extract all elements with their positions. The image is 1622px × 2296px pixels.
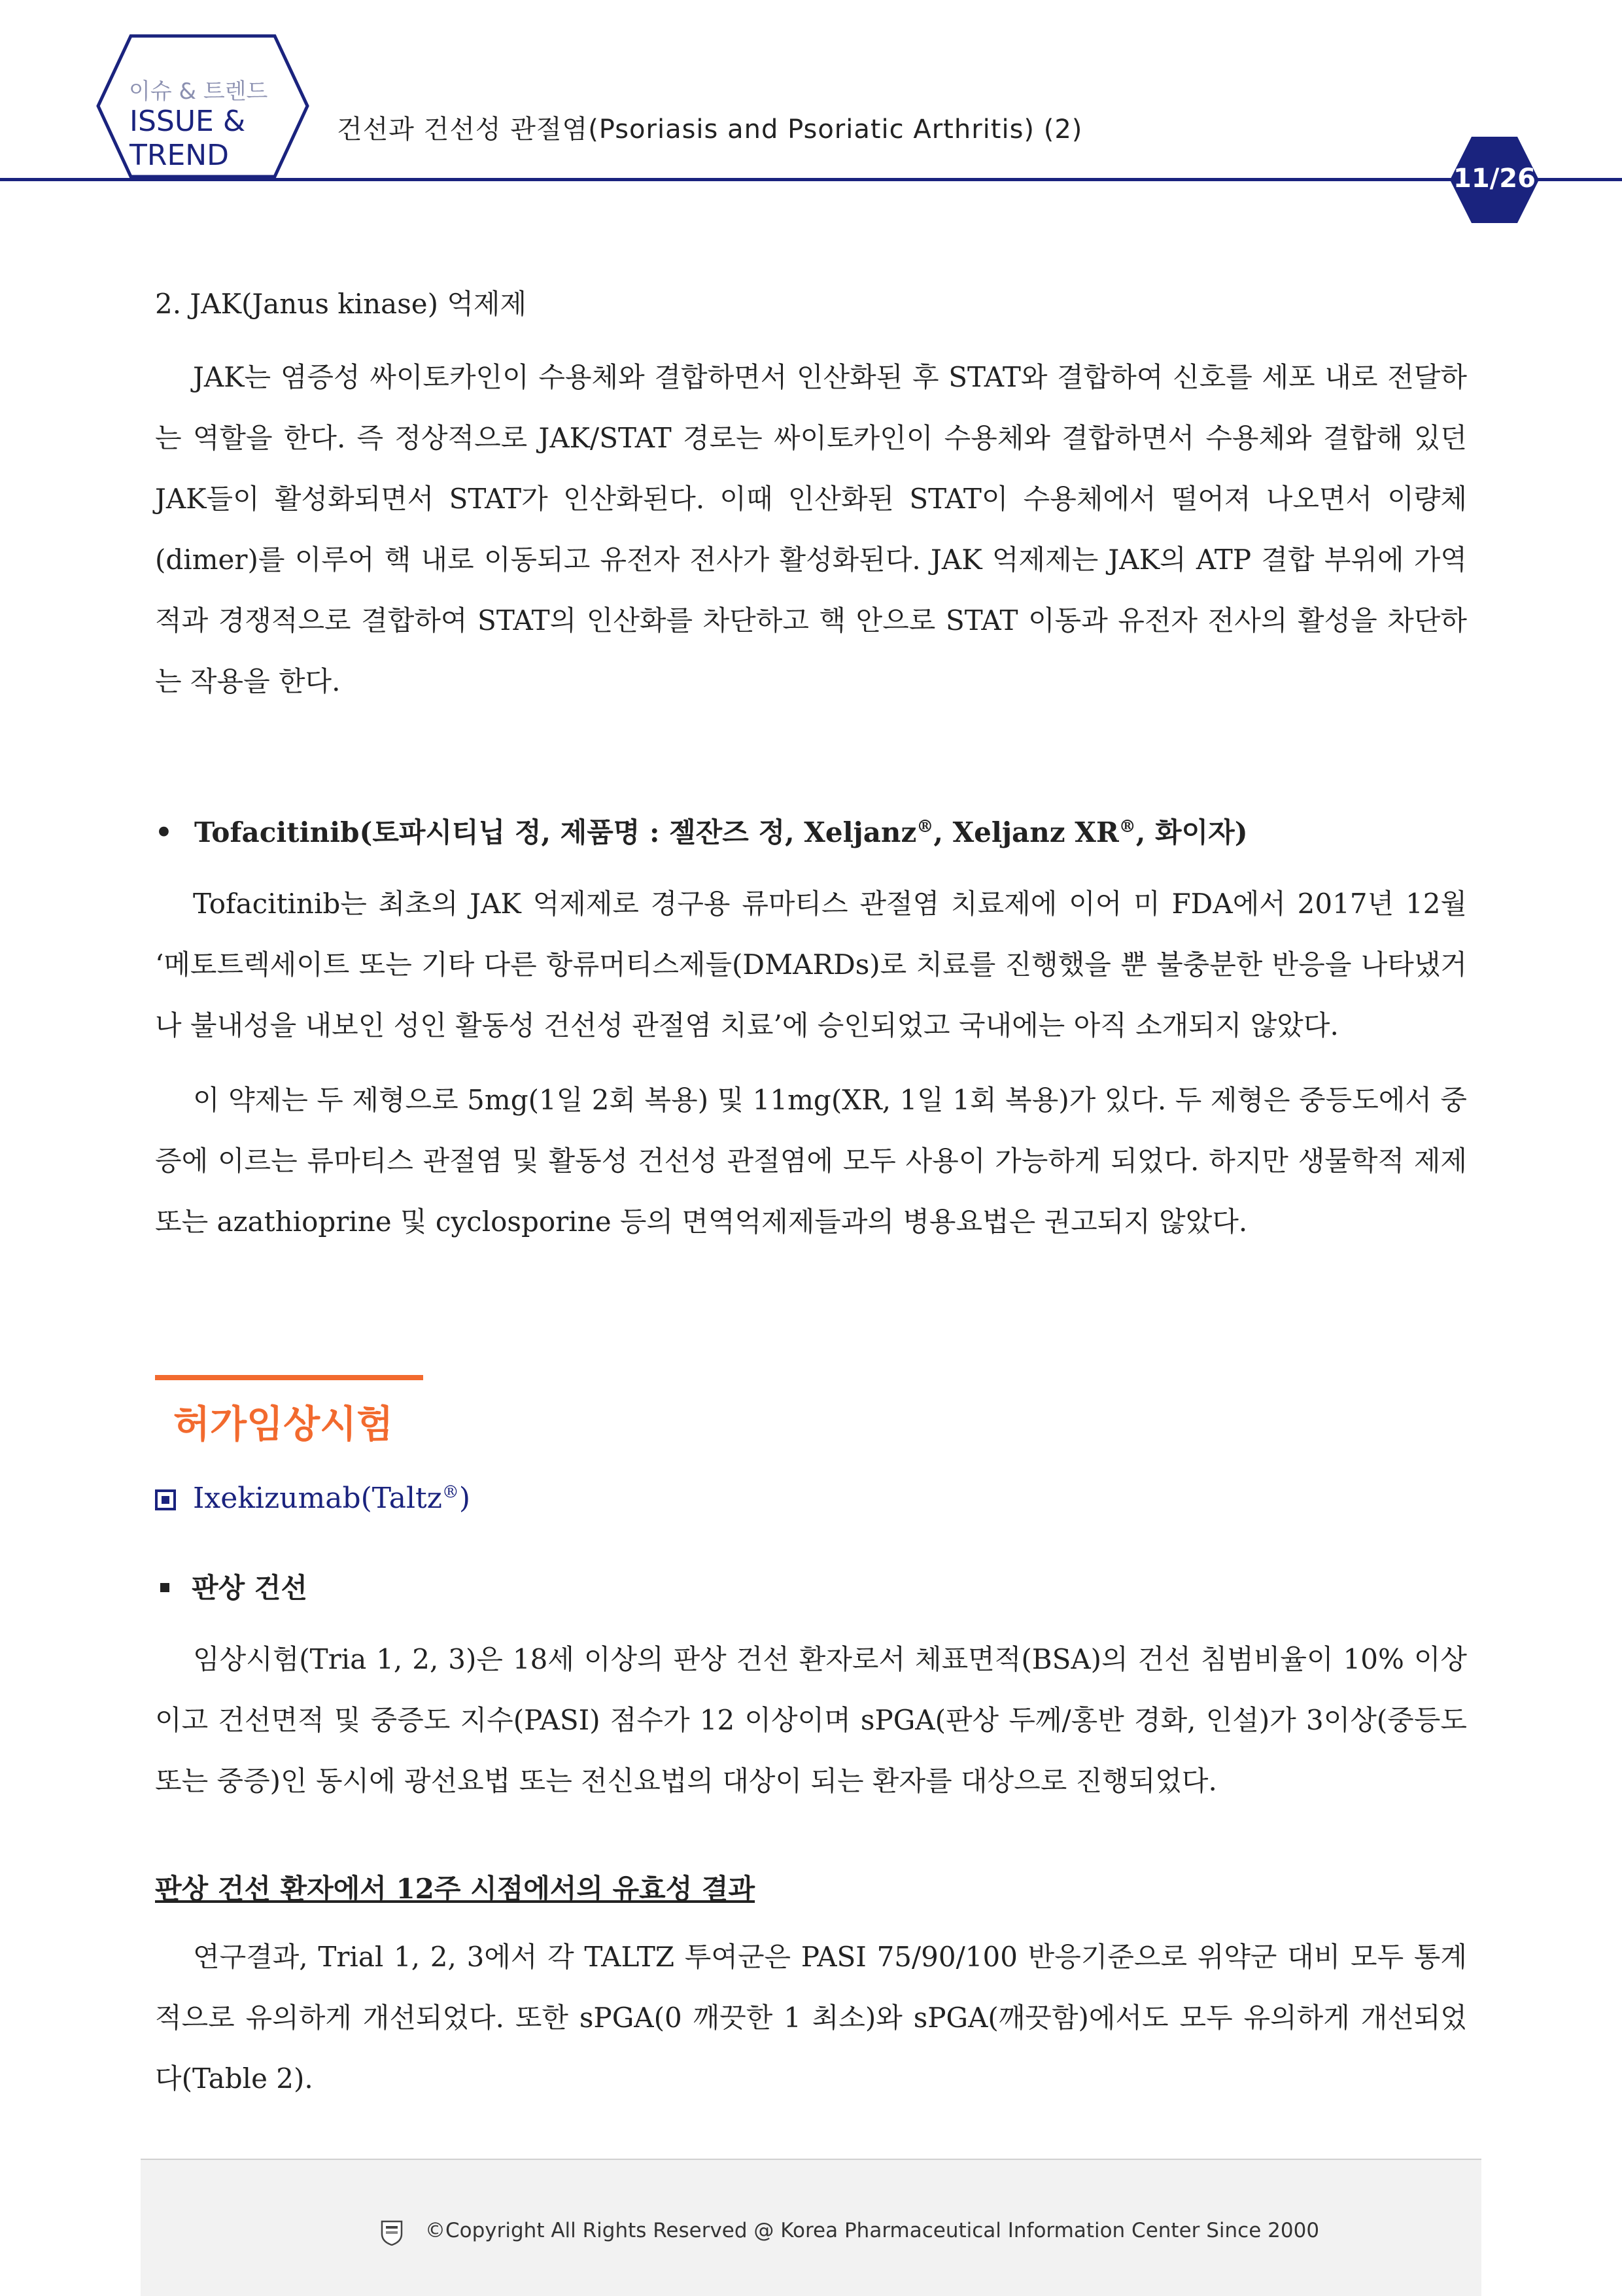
badge-english-label: ISSUE & TREND bbox=[129, 105, 246, 172]
checkbox-square-icon bbox=[155, 1489, 176, 1510]
bullet-dot: • bbox=[155, 816, 173, 848]
tofacitinib-paragraph-2: 이 약제는 두 제형으로 5mg(1일 2회 복용) 및 11mg(XR, 1일 1회 복용)가 있다. 두 제형은 중등도에서 중증에 이르는 류마티스 관절염 및 활동성 건선성 관절염에 모두 사용이 가능하게 되었다. 하지만 생물학적 제제 또는 azathioprine 및 cyclosporine 등의 면역억제제들과의 병용요법은 권고되지 않았다. bbox=[155, 1084, 1467, 1238]
efficacy-results-heading: 판상 건선 환자에서 12주 시점에서의 유효성 결과 bbox=[155, 1873, 755, 1905]
badge-korean-label: 이슈 & 트렌드 bbox=[129, 78, 268, 105]
section-heading-jak: 2. JAK(Janus kinase) 억제제 bbox=[155, 288, 527, 320]
efficacy-results-paragraph: 연구결과, Trial 1, 2, 3에서 각 TALTZ 투여군은 PASI 75/90/100 반응기준으로 위약군 대비 모두 통계적으로 유의하게 개선되었다. 또한 sPGA(0 깨끗한 1 최소)와 sPGA(깨끗함)에서도 모두 유의하게 개선되었다(Table 2). bbox=[155, 1941, 1467, 2095]
footer-bar bbox=[141, 2159, 1481, 2296]
document-title: 건선과 건선성 관절염(Psoriasis and Psoriatic Arthritis) (2) bbox=[337, 114, 1083, 145]
tofacitinib-paragraph-1: Tofacitinib는 최초의 JAK 억제제로 경구용 류마티스 관절염 치료제에 이어 미 FDA에서 2017년 12월 ‘메토트렉세이트 또는 기타 다른 항류머티스제들(DMARDs)로 치료를 진행했을 뿐 불충분한 반응을 나타냈거나 불내성을 내보인 성인 활동성 건선성 관절염 치료’에 승인되었고 국내에는 아직 소개되지 않았다. bbox=[155, 888, 1467, 1041]
page-number: 11/26 bbox=[1453, 164, 1536, 194]
ixekizumab-heading: Ixekizumab(Taltz®) bbox=[155, 1482, 470, 1515]
section-accent-bar bbox=[155, 1375, 423, 1380]
square-bullet-icon bbox=[160, 1583, 169, 1592]
kpic-shield-icon bbox=[381, 2219, 403, 2246]
plaque-psoriasis-heading: 판상 건선 bbox=[160, 1567, 307, 1606]
clinical-trials-title: 허가임상시험 bbox=[173, 1402, 394, 1446]
copyright-text: ©Copyright All Rights Reserved @ Korea Pharmaceutical Information Center Since 2000 bbox=[425, 2219, 1320, 2242]
trial-design-paragraph: 임상시험(Tria 1, 2, 3)은 18세 이상의 판상 건선 환자로서 체표면적(BSA)의 건선 침범비율이 10% 이상이고 건선면적 및 중증도 지수(PASI) 점수가 12 이상이며 sPGA(판상 두께/홍반 경화, 인설)가 3이상(중등도 또는 중증)인 동시에 광선요법 또는 전신요법의 대상이 되는 환자를 대상으로 진행되었다. bbox=[155, 1643, 1467, 1797]
tofacitinib-heading: • Tofacitinib(토파시티닙 정, 제품명 : 젤잔즈 정, Xeljanz®, Xeljanz XR®, 화이자) bbox=[155, 816, 1248, 848]
jak-paragraph: JAK는 염증성 싸이토카인이 수용체와 결합하면서 인산화된 후 STAT와 결합하여 신호를 세포 내로 전달하는 역할을 한다. 즉 정상적으로 JAK/STAT 경로는 싸이토카인이 수용체와 결합하면서 수용체와 결합해 있던 JAK들이 활성화되면서 STAT가 인산화된다. 이때 인산화된 STAT이 수용체에서 떨어져 나오면서 이량체(dimer)를 이루어 핵 내로 이동되고 유전자 전사가 활성화된다. JAK 억제제는 JAK의 ATP 결합 부위에 가역적과 경쟁적으로 결합하여 STAT의 인산화를 차단하고 핵 안으로 STAT 이동과 유전자 전사의 활성을 차단하는 작용을 한다. bbox=[155, 361, 1467, 697]
